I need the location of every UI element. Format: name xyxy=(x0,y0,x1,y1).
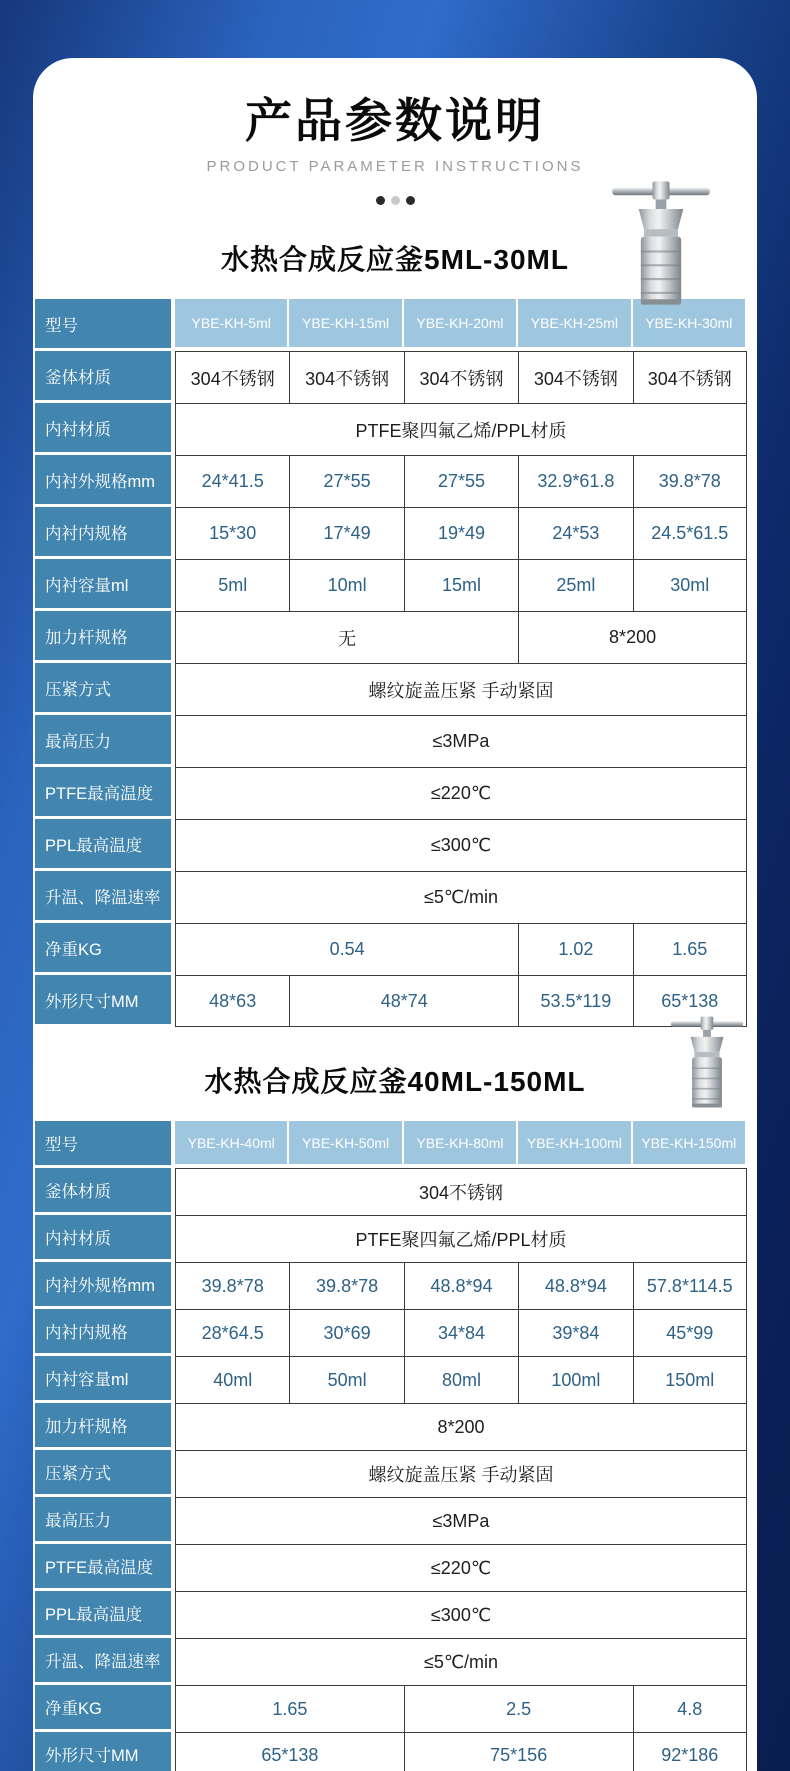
row-label: 最高压力 xyxy=(35,715,175,767)
spec-value-cell: 48*63 xyxy=(175,975,289,1027)
spec-row xyxy=(35,819,747,871)
spec-value-cell: 75*156 xyxy=(404,1732,633,1771)
dot-icon xyxy=(406,196,415,205)
spec-value-cell: ≤5℃/min xyxy=(175,1638,747,1685)
model-name-cell: YBE-KH-15ml xyxy=(289,299,403,351)
spec-value-cell: 39.8*78 xyxy=(289,1262,403,1309)
row-label: 压紧方式 xyxy=(35,1450,175,1497)
spec-value-cell: 19*49 xyxy=(404,507,518,559)
spec-row xyxy=(35,559,747,611)
model-name-cell: YBE-KH-25ml xyxy=(518,299,632,351)
spec-value-cell: 17*49 xyxy=(289,507,403,559)
spec-value-cell: 10ml xyxy=(289,559,403,611)
model-name-cell: YBE-KH-5ml xyxy=(175,299,289,351)
spec-value-cell: ≤300℃ xyxy=(175,819,747,871)
spec-row xyxy=(35,1638,747,1685)
dot-icon xyxy=(376,196,385,205)
spec-value-cell: ≤300℃ xyxy=(175,1591,747,1638)
model-name-cell: YBE-KH-30ml xyxy=(633,299,747,351)
spec-row xyxy=(35,1168,747,1215)
row-label: 内衬材质 xyxy=(35,1215,175,1262)
model-name-cell: YBE-KH-50ml xyxy=(289,1121,403,1168)
spec-value-cell: 2.5 xyxy=(404,1685,633,1732)
dot-icon xyxy=(391,196,400,205)
spec-value-cell: 无 xyxy=(175,611,518,663)
spec-value-cell: 28*64.5 xyxy=(175,1309,289,1356)
spec-row xyxy=(35,1591,747,1638)
spec-value-cell: 0.54 xyxy=(175,923,518,975)
spec-value-cell: 32.9*61.8 xyxy=(518,455,632,507)
row-label: 升温、降温速率 xyxy=(35,1638,175,1685)
row-label: 压紧方式 xyxy=(35,663,175,715)
spec-value-cell: ≤5℃/min xyxy=(175,871,747,923)
row-label: 内衬材质 xyxy=(35,403,175,455)
row-label: PTFE最高温度 xyxy=(35,1544,175,1591)
spec-value-cell: 304不锈钢 xyxy=(289,351,403,403)
spec-value-cell: ≤220℃ xyxy=(175,1544,747,1591)
row-label: PPL最高温度 xyxy=(35,819,175,871)
spec-row xyxy=(35,1403,747,1450)
row-label: 釜体材质 xyxy=(35,351,175,403)
spec-value-cell: 15ml xyxy=(404,559,518,611)
spec-value-cell: 30ml xyxy=(633,559,747,611)
spec-row xyxy=(35,1262,747,1309)
spec-value-cell: 48.8*94 xyxy=(518,1262,632,1309)
spec-value-cell: 1.65 xyxy=(633,923,747,975)
spec-row xyxy=(35,1215,747,1262)
spec-value-cell: 304不锈钢 xyxy=(404,351,518,403)
spec-value-cell: 65*138 xyxy=(175,1732,404,1771)
row-label: 升温、降温速率 xyxy=(35,871,175,923)
spec-value-cell: ≤3MPa xyxy=(175,1497,747,1544)
spec-row xyxy=(35,923,747,975)
spec-value-cell: ≤3MPa xyxy=(175,715,747,767)
spec-value-cell: 40ml xyxy=(175,1356,289,1403)
spec-row xyxy=(35,455,747,507)
spec-row xyxy=(35,1497,747,1544)
spec-value-cell: 50ml xyxy=(289,1356,403,1403)
spec-value-cell: 24*41.5 xyxy=(175,455,289,507)
spec-row xyxy=(35,611,747,663)
spec-value-cell: 304不锈钢 xyxy=(518,351,632,403)
row-label-model: 型号 xyxy=(35,1121,175,1168)
spec-value-cell: 48.8*94 xyxy=(404,1262,518,1309)
spec-value-cell: 39.8*78 xyxy=(175,1262,289,1309)
spec-value-cell: 27*55 xyxy=(404,455,518,507)
spec-value-cell: 304不锈钢 xyxy=(633,351,747,403)
row-label: 内衬外规格mm xyxy=(35,1262,175,1309)
spec-table-40ml-150ml xyxy=(33,1121,757,1771)
row-label: PTFE最高温度 xyxy=(35,767,175,819)
spec-row xyxy=(35,351,747,403)
model-name-cell: YBE-KH-100ml xyxy=(518,1121,632,1168)
spec-value-cell: 螺纹旋盖压紧 手动紧固 xyxy=(175,663,747,715)
row-label: 内衬外规格mm xyxy=(35,455,175,507)
spec-value-cell: 8*200 xyxy=(175,1403,747,1450)
model-name-cell: YBE-KH-40ml xyxy=(175,1121,289,1168)
spec-row xyxy=(35,1685,747,1732)
spec-value-cell: 1.02 xyxy=(518,923,632,975)
row-label: 釜体材质 xyxy=(35,1168,175,1215)
model-name-cell: YBE-KH-150ml xyxy=(633,1121,747,1168)
row-label: 外形尺寸MM xyxy=(35,1732,175,1771)
row-label: 内衬内规格 xyxy=(35,1309,175,1356)
autoclave-reactor-icon xyxy=(661,1011,753,1113)
row-label: 加力杆规格 xyxy=(35,611,175,663)
spec-value-cell: 304不锈钢 xyxy=(175,1168,747,1215)
spec-row xyxy=(35,975,747,1027)
spec-row xyxy=(35,715,747,767)
spec-row xyxy=(35,871,747,923)
model-name-cell: YBE-KH-20ml xyxy=(404,299,518,351)
spec-value-cell: 100ml xyxy=(518,1356,632,1403)
spec-table-5ml-30ml xyxy=(33,299,757,1027)
content-card xyxy=(33,58,757,1771)
spec-row xyxy=(35,1450,747,1497)
spec-value-cell: 304不锈钢 xyxy=(175,351,289,403)
spec-table xyxy=(35,1121,747,1771)
spec-value-cell: 57.8*114.5 xyxy=(633,1262,747,1309)
page-title: 产品参数说明 xyxy=(245,94,545,147)
row-label: 最高压力 xyxy=(35,1497,175,1544)
spec-value-cell: 150ml xyxy=(633,1356,747,1403)
page-subtitle: PRODUCT PARAMETER INSTRUCTIONS xyxy=(206,158,584,175)
spec-row xyxy=(35,1309,747,1356)
spec-value-cell: 30*69 xyxy=(289,1309,403,1356)
autoclave-reactor-icon xyxy=(598,174,724,312)
table-title-5ml-30ml: 水热合成反应釜5ML-30ML xyxy=(221,244,569,275)
spec-row xyxy=(35,507,747,559)
row-label: PPL最高温度 xyxy=(35,1591,175,1638)
spec-value-cell: 45*99 xyxy=(633,1309,747,1356)
spec-value-cell: 5ml xyxy=(175,559,289,611)
row-label: 加力杆规格 xyxy=(35,1403,175,1450)
spec-value-cell: ≤220℃ xyxy=(175,767,747,819)
row-label: 外形尺寸MM xyxy=(35,975,175,1027)
spec-value-cell: 8*200 xyxy=(518,611,747,663)
spec-value-cell: 80ml xyxy=(404,1356,518,1403)
spec-row xyxy=(35,663,747,715)
model-header-row xyxy=(35,1121,747,1168)
spec-table xyxy=(35,299,747,1027)
spec-value-cell: 24.5*61.5 xyxy=(633,507,747,559)
spec-row xyxy=(35,403,747,455)
spec-value-cell: 4.8 xyxy=(633,1685,747,1732)
row-label: 内衬容量ml xyxy=(35,1356,175,1403)
spec-value-cell: 24*53 xyxy=(518,507,632,559)
spec-row xyxy=(35,1732,747,1771)
spec-row xyxy=(35,1544,747,1591)
spec-value-cell: 25ml xyxy=(518,559,632,611)
spec-value-cell: 27*55 xyxy=(289,455,403,507)
row-label: 净重KG xyxy=(35,923,175,975)
spec-value-cell: 1.65 xyxy=(175,1685,404,1732)
spec-value-cell: PTFE聚四氟乙烯/PPL材质 xyxy=(175,403,747,455)
spec-value-cell: 34*84 xyxy=(404,1309,518,1356)
spec-value-cell: 39*84 xyxy=(518,1309,632,1356)
table-title-40ml-150ml: 水热合成反应釜40ML-150ML xyxy=(204,1066,586,1097)
spec-row xyxy=(35,1356,747,1403)
spec-value-cell: PTFE聚四氟乙烯/PPL材质 xyxy=(175,1215,747,1262)
model-name-cell: YBE-KH-80ml xyxy=(404,1121,518,1168)
spec-value-cell: 螺纹旋盖压紧 手动紧固 xyxy=(175,1450,747,1497)
spec-value-cell: 15*30 xyxy=(175,507,289,559)
spec-value-cell: 53.5*119 xyxy=(518,975,632,1027)
spec-value-cell: 48*74 xyxy=(289,975,518,1027)
spec-value-cell: 39.8*78 xyxy=(633,455,747,507)
row-label: 净重KG xyxy=(35,1685,175,1732)
spec-value-cell: 65*138 xyxy=(633,975,747,1027)
spec-value-cell: 92*186 xyxy=(633,1732,747,1771)
row-label: 内衬内规格 xyxy=(35,507,175,559)
row-label: 内衬容量ml xyxy=(35,559,175,611)
row-label-model: 型号 xyxy=(35,299,175,351)
spec-row xyxy=(35,767,747,819)
